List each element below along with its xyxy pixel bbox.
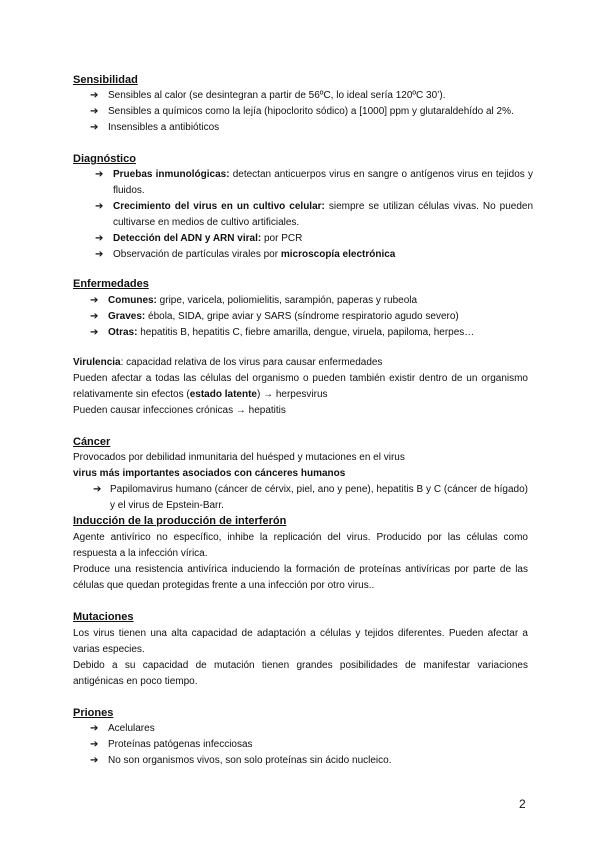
list-item: ➔ Crecimiento del virus en un cultivo celular: siempre se utilizan células vivas. No pueden cultivarse en medios de cultivo artificiales. <box>95 201 534 228</box>
interferon-paragraph-2: Produce una resistencia antivírica induciendo la formación de proteínas antivíricas por parte de las células que quedan protegidas frente a una infección por otro virus.. <box>73 564 528 591</box>
heading-priones: Priones <box>73 707 114 719</box>
list-item: ➔ Proteínas patógenas infecciosas <box>0 737 528 753</box>
arrow-bullet-icon: ➔ <box>90 755 99 766</box>
arrow-bullet-icon: ➔ <box>90 295 99 306</box>
list-item: ➔ Comunes: gripe, varicela, poliomielitis, sarampión, paperas y rubeola <box>0 293 528 309</box>
interferon-paragraph-1: Agente antivírico no específico, inhibe la replicación del virus. Producido por las células como respuesta a la infección vírica. <box>73 532 528 559</box>
list-item: ➔ Sensibles a químicos como la lejía (hipoclorito sódico) a [1000] ppm y glutaraldehído al 2%. <box>0 104 528 120</box>
arrow-bullet-icon: ➔ <box>95 233 104 244</box>
list-sensibilidad <box>0 88 600 136</box>
list-item: ➔ Insensibles a antibióticos <box>0 120 528 136</box>
list-item: ➔ Papilomavirus humano (cáncer de cérvix, piel, ano y pene), hepatitis B y C (cáncer de hígado) y el virus de Epstein-Barr. <box>93 484 528 511</box>
arrow-bullet-icon: ➔ <box>95 249 104 260</box>
arrow-bullet-icon: ➔ <box>95 201 104 212</box>
list-item: ➔ Graves: ébola, SIDA, gripe aviar y SARS (síndrome respiratorio agudo severo) <box>0 309 528 325</box>
cancer-intro: Provocados por debilidad inmunitaria del huésped y mutaciones en el virus <box>73 452 405 463</box>
heading-diagnostico: Diagnóstico <box>73 153 136 165</box>
heading-enfermedades: Enfermedades <box>73 278 149 290</box>
arrow-bullet-icon: ➔ <box>93 484 102 495</box>
arrow-bullet-icon: ➔ <box>90 723 99 734</box>
arrow-bullet-icon: ➔ <box>90 327 99 338</box>
list-cancer <box>0 482 600 514</box>
arrow-bullet-icon: ➔ <box>95 169 104 180</box>
list-item: ➔ No son organismos vivos, son solo proteínas sin ácido nucleico. <box>0 753 528 769</box>
list-item: ➔ Detección del ADN y ARN viral: por PCR <box>0 231 533 247</box>
list-item: ➔ Observación de partículas virales por microscopía electrónica <box>0 247 533 263</box>
list-priones <box>0 721 600 769</box>
heading-cancer: Cáncer <box>73 436 111 448</box>
heading-sensibilidad: Sensibilidad <box>73 74 138 86</box>
list-enfermedades <box>0 293 600 341</box>
list-item: ➔ Otras: hepatitis B, hepatitis C, fiebre amarilla, dengue, viruela, papiloma, herpes… <box>0 325 528 341</box>
arrow-bullet-icon: ➔ <box>90 739 99 750</box>
arrow-bullet-icon: ➔ <box>90 311 99 322</box>
list-item: ➔ Sensibles al calor (se desintegran a partir de 56ºC, lo ideal sería 120ºC 30’). <box>0 88 528 104</box>
cancer-subtitle: virus más importantes asociados con cánceres humanos <box>73 468 346 479</box>
list-item: ➔ Acelulares <box>0 721 528 737</box>
arrow-bullet-icon: ➔ <box>90 122 99 133</box>
arrow-bullet-icon: ➔ <box>90 106 99 117</box>
arrow-bullet-icon: ➔ <box>90 90 99 101</box>
list-diagnostico <box>0 167 600 263</box>
page-number: 2 <box>519 797 526 811</box>
virulencia-definition: Virulencia: capacidad relativa de los virus para causar enfermedades <box>73 357 383 368</box>
heading-interferon: Inducción de la producción de interferón <box>73 515 287 527</box>
list-item: ➔ Pruebas inmunológicas: detectan anticuerpos virus en sangre o antígenos virus en tejidos y fluidos. <box>95 169 533 196</box>
mutaciones-paragraph-2: Debido a su capacidad de mutación tienen grandes posibilidades de manifestar variaciones antigénicas en poco tiempo. <box>73 660 528 687</box>
virulencia-chronic: Pueden causar infecciones crónicas → hepatitis <box>73 405 286 416</box>
virulencia-latency: Pueden afectar a todas las células del organismo o pueden también existir dentro de un organismo relativamente sin efectos (estado latente) → herpesvirus <box>73 373 528 400</box>
heading-mutaciones: Mutaciones <box>73 611 134 623</box>
mutaciones-paragraph-1: Los virus tienen una alta capacidad de adaptación a células y tejidos diferentes. Pueden afectar a varias especies. <box>73 628 528 655</box>
